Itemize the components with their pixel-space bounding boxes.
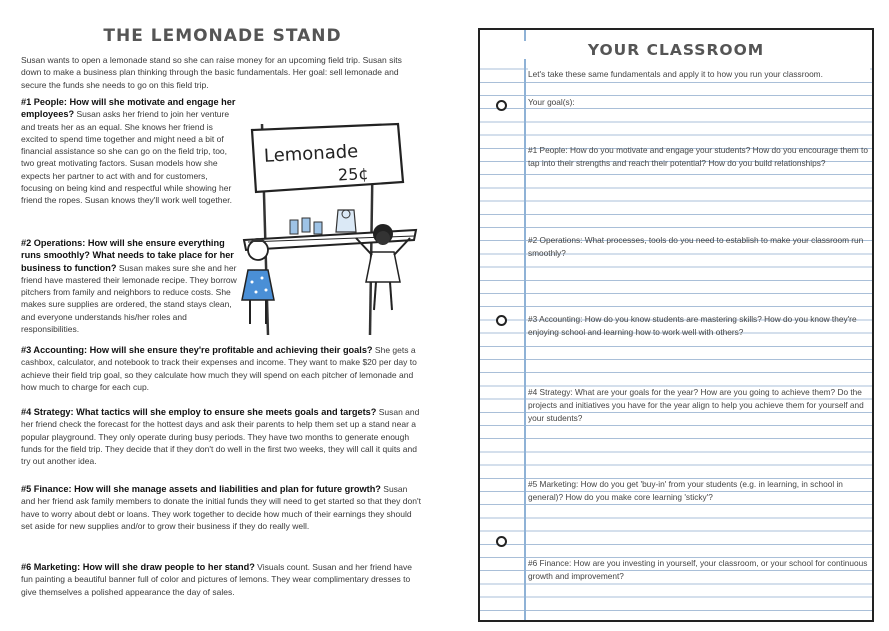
section-people [21, 96, 239, 207]
prompt-accounting: #3 Accounting: How do you know students are mastering skills? How do you know they're enjoying school and learning how to work well with others? [528, 314, 857, 338]
binder-hole-icon [496, 315, 507, 326]
prompt-goals: Your goal(s): [528, 97, 575, 107]
margin-line [524, 30, 526, 620]
section-body: Susan makes sure she and her friend have mastered their lemonade recipe. They borrow pitchers from family and neighbors to reduce costs. She makes sure supplies are ordered, the stand stays clean, and everyone understands his/her roles and responsibilities. [21, 262, 237, 335]
section-finance [21, 483, 423, 532]
right-page-worksheet [478, 28, 874, 622]
section-body: Susan asks her friend to join her venture and treats her as an equal. She knows her friend is excited to spend time together and might need a bit of financial assistance so she can go on the field trip, too, two great motivating factors. Susan models how she expects her partner to act with and for customers, focusing on being kind and respectful while showing her friend the ropes. Susan knows they'll work well together. [21, 109, 232, 206]
section-marketing [21, 561, 423, 598]
sign-text-lemonade: Lemonade [263, 140, 359, 167]
section-body: Susan and her friend ask family members to donate the initial funds they will need to get started so that they don't have to worry about debt or loans. They work together to decide how much of their earnings they should set aside for new supplies and/or to grow their business if they do really well. [21, 484, 421, 531]
prompt-strategy: #4 Strategy: What are your goals for the year? How are you going to achieve them? Do the projects and initiatives you have for the year align to help you achieve them for yourself and your students? [528, 387, 864, 424]
right-intro: Let's take these same fundamentals and apply it to how you run your classroom. [528, 68, 870, 81]
section-body: Susan and her friend check the forecast for the hottest days and ask their parents to help them set up a stand near a popular playground. They only operate during busy periods. They have two months to generate enough funds for the field trip. They decide that if they don't do well in the first two weeks, they will call it quits and try out another idea. [21, 407, 420, 467]
sign-text-price: 25¢ [337, 163, 369, 185]
section-heading: #2 Operations: How will she ensure everything runs smoothly? What needs to take place for her business to function? [21, 238, 234, 273]
prompt-operations: #2 Operations: What processes, tools do you need to establish to make your classroom run smoothly? [528, 235, 864, 259]
lemonade-stand-illustration [238, 110, 418, 342]
section-heading: #3 Accounting: How will she ensure they're profitable and achieving their goals? [21, 345, 373, 355]
section-body: She gets a cashbox, calculator, and notebook to track their expenses and income. They want to make $20 per day to achieve their field trip goal, so they calculate how much they will spend on each pitcher of lemonade and how much to charge for each cup. [21, 345, 417, 392]
right-title: YOUR CLASSROOM [480, 41, 872, 59]
section-heading: #4 Strategy: What tactics will she employ to ensure she meets goals and targets? [21, 407, 377, 417]
binder-hole-icon [496, 100, 507, 111]
binder-hole-icon [496, 536, 507, 547]
section-heading: #6 Marketing: How will she draw people to her stand? [21, 562, 255, 572]
section-heading: #5 Finance: How will she manage assets and liabilities and plan for future growth? [21, 484, 381, 494]
section-heading: #1 People: How will she motivate and engage her employees? [21, 97, 236, 120]
prompt-finance: #6 Finance: How are you investing in yourself, your classroom, or your school for continuous growth and improvement? [528, 558, 868, 582]
section-operations [21, 237, 243, 335]
section-strategy [21, 406, 423, 467]
section-accounting [21, 344, 423, 393]
left-title: THE LEMONADE STAND [103, 26, 342, 46]
prompt-marketing: #5 Marketing: How do you get 'buy-in' from your students (e.g. in learning, in school in general)? How do you make core learning 'sticky'? [528, 479, 843, 503]
prompt-people: #1 People: How do you motivate and engage your students? How do you encourage them to tap into their strengths and reach their potential? How do you build relationships? [528, 145, 868, 169]
intro-paragraph: Susan wants to open a lemonade stand so she can raise money for an upcoming field trip. Susan sits down to make a business plan thinking through the basic fundamentals. Her goal: sell lemonade and secure the funds she needs to go on this field trip. [21, 55, 402, 90]
section-body: Visuals count. Susan and her friend have fun painting a beautiful banner full of color and pictures of lemons. They wear complimentary dresses to give themselves a polished appearance the day of sales. [21, 562, 413, 597]
